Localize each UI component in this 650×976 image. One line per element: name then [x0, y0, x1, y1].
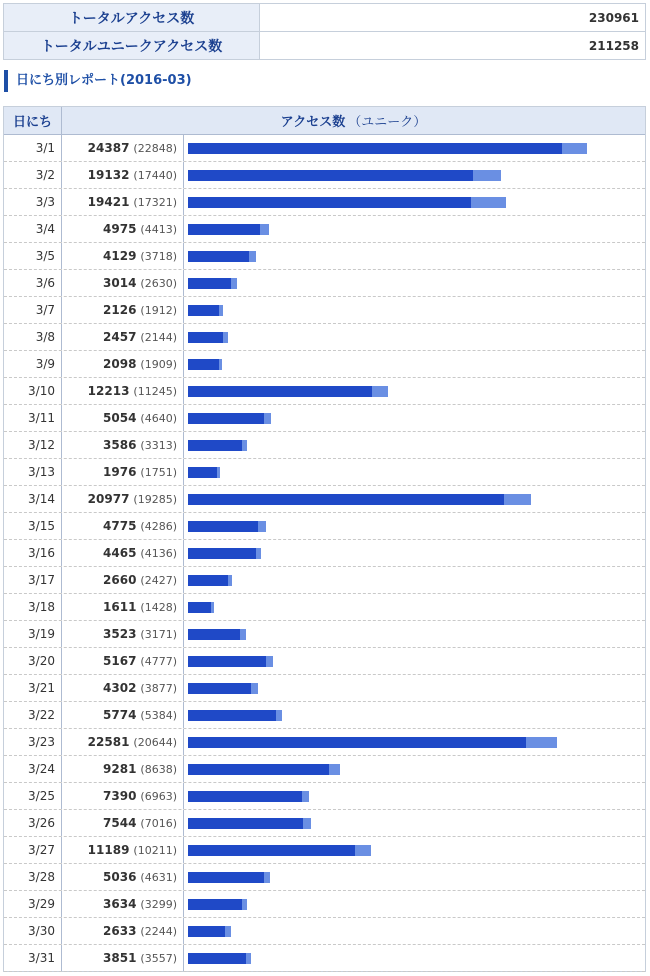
table-row	[4, 918, 645, 945]
unique-access-label: トータルユニークアクセス数	[4, 32, 260, 60]
bar-area	[184, 405, 645, 431]
unique-bar	[188, 899, 242, 910]
unique-count: (17440)	[133, 168, 177, 182]
unique-count: (4136)	[140, 546, 177, 560]
header-unique-label: （ユニーク）	[348, 115, 427, 130]
unique-bar	[188, 386, 372, 397]
unique-count: (7016)	[140, 816, 177, 830]
unique-bar	[188, 683, 251, 694]
table-row	[4, 243, 645, 270]
total-count: 19421	[87, 195, 130, 209]
table-row	[4, 891, 645, 918]
access-counts	[62, 405, 184, 431]
total-count: 4302	[103, 681, 137, 695]
unique-bar	[188, 845, 355, 856]
day-label: 3/6	[4, 270, 62, 296]
unique-bar	[188, 656, 266, 667]
table-row	[4, 864, 645, 891]
day-label: 3/30	[4, 918, 62, 944]
day-label: 3/24	[4, 756, 62, 782]
total-count: 5167	[103, 654, 137, 668]
access-counts	[62, 324, 184, 350]
total-count: 7390	[103, 789, 137, 803]
unique-bar	[188, 440, 242, 451]
day-label: 3/25	[4, 783, 62, 809]
access-counts	[62, 891, 184, 917]
table-row	[4, 216, 645, 243]
bar-area	[184, 135, 645, 161]
day-label: 3/2	[4, 162, 62, 188]
summary-row-total	[4, 4, 646, 32]
bar-area	[184, 162, 645, 188]
total-count: 1976	[103, 465, 137, 479]
unique-count: (1751)	[140, 465, 177, 479]
day-label: 3/18	[4, 594, 62, 620]
total-count: 5036	[103, 870, 137, 884]
total-count: 3523	[103, 627, 137, 641]
bar-area	[184, 810, 645, 836]
access-counts	[62, 594, 184, 620]
access-counts	[62, 783, 184, 809]
table-row	[4, 540, 645, 567]
report-title: 日にち別レポート(2016-03)	[4, 70, 192, 92]
unique-access-value: 211258	[260, 32, 646, 60]
access-counts	[62, 459, 184, 485]
access-counts	[62, 297, 184, 323]
unique-count: (22848)	[133, 141, 177, 155]
access-counts	[62, 945, 184, 971]
total-count: 1611	[103, 600, 137, 614]
day-label: 3/9	[4, 351, 62, 377]
bar-area	[184, 513, 645, 539]
unique-count: (4413)	[140, 222, 177, 236]
table-row	[4, 486, 645, 513]
access-counts	[62, 702, 184, 728]
total-count: 4129	[103, 249, 137, 263]
table-row	[4, 270, 645, 297]
unique-count: (3557)	[140, 951, 177, 965]
unique-bar	[188, 710, 276, 721]
bar-area	[184, 378, 645, 404]
bar-area	[184, 297, 645, 323]
unique-count: (3313)	[140, 438, 177, 452]
bar-area	[184, 459, 645, 485]
day-label: 3/5	[4, 243, 62, 269]
total-count: 4775	[103, 519, 137, 533]
unique-bar	[188, 548, 256, 559]
bar-area	[184, 837, 645, 863]
unique-bar	[188, 764, 329, 775]
bar-area	[184, 621, 645, 647]
total-access-value: 230961	[260, 4, 646, 32]
unique-count: (5384)	[140, 708, 177, 722]
total-count: 3634	[103, 897, 137, 911]
report-header	[4, 107, 645, 135]
unique-count: (3171)	[140, 627, 177, 641]
access-counts	[62, 189, 184, 215]
day-label: 3/26	[4, 810, 62, 836]
table-row	[4, 621, 645, 648]
unique-count: (2427)	[140, 573, 177, 587]
unique-bar	[188, 737, 526, 748]
table-row	[4, 594, 645, 621]
day-label: 3/12	[4, 432, 62, 458]
table-row	[4, 837, 645, 864]
unique-count: (4640)	[140, 411, 177, 425]
table-row	[4, 378, 645, 405]
table-row	[4, 189, 645, 216]
unique-count: (1428)	[140, 600, 177, 614]
access-counts	[62, 540, 184, 566]
access-counts	[62, 756, 184, 782]
access-counts	[62, 837, 184, 863]
unique-bar	[188, 467, 217, 478]
access-counts	[62, 216, 184, 242]
day-label: 3/11	[4, 405, 62, 431]
table-row	[4, 702, 645, 729]
unique-bar	[188, 953, 246, 964]
header-access	[62, 107, 645, 134]
unique-count: (17321)	[133, 195, 177, 209]
table-row	[4, 729, 645, 756]
day-label: 3/14	[4, 486, 62, 512]
total-count: 7544	[103, 816, 137, 830]
access-counts	[62, 648, 184, 674]
summary-table	[3, 3, 646, 60]
table-row	[4, 135, 645, 162]
total-count: 5054	[103, 411, 137, 425]
total-count: 5774	[103, 708, 137, 722]
unique-count: (1909)	[140, 357, 177, 371]
table-row	[4, 459, 645, 486]
unique-bar	[188, 629, 240, 640]
table-row	[4, 351, 645, 378]
day-label: 3/10	[4, 378, 62, 404]
bar-area	[184, 729, 645, 755]
bar-area	[184, 945, 645, 971]
total-count: 2098	[103, 357, 137, 371]
access-counts	[62, 621, 184, 647]
unique-count: (3299)	[140, 897, 177, 911]
unique-count: (4631)	[140, 870, 177, 884]
unique-bar	[188, 251, 249, 262]
unique-count: (4286)	[140, 519, 177, 533]
day-label: 3/27	[4, 837, 62, 863]
bar-area	[184, 486, 645, 512]
bar-area	[184, 918, 645, 944]
day-label: 3/31	[4, 945, 62, 971]
unique-bar	[188, 170, 473, 181]
unique-count: (2244)	[140, 924, 177, 938]
access-counts	[62, 810, 184, 836]
day-label: 3/29	[4, 891, 62, 917]
total-count: 9281	[103, 762, 137, 776]
bar-area	[184, 324, 645, 350]
bar-area	[184, 567, 645, 593]
summary-row-unique	[4, 32, 646, 60]
day-label: 3/3	[4, 189, 62, 215]
unique-count: (2144)	[140, 330, 177, 344]
table-row	[4, 432, 645, 459]
bar-area	[184, 270, 645, 296]
bar-area	[184, 864, 645, 890]
day-label: 3/19	[4, 621, 62, 647]
total-count: 19132	[87, 168, 130, 182]
unique-count: (20644)	[133, 735, 177, 749]
access-counts	[62, 729, 184, 755]
bar-area	[184, 243, 645, 269]
unique-bar	[188, 224, 260, 235]
unique-bar	[188, 197, 471, 208]
table-row	[4, 648, 645, 675]
access-counts	[62, 567, 184, 593]
access-counts	[62, 675, 184, 701]
unique-bar	[188, 575, 228, 586]
bar-area	[184, 702, 645, 728]
unique-count: (10211)	[133, 843, 177, 857]
total-count: 2660	[103, 573, 137, 587]
unique-bar	[188, 359, 219, 370]
daily-report-chart	[3, 106, 646, 972]
total-access-label: トータルアクセス数	[4, 4, 260, 32]
unique-bar	[188, 494, 504, 505]
bar-area	[184, 432, 645, 458]
day-label: 3/20	[4, 648, 62, 674]
unique-count: (3718)	[140, 249, 177, 263]
total-count: 3851	[103, 951, 137, 965]
unique-bar	[188, 602, 211, 613]
unique-bar	[188, 521, 258, 532]
access-counts	[62, 864, 184, 890]
table-row	[4, 567, 645, 594]
access-counts	[62, 351, 184, 377]
unique-count: (19285)	[133, 492, 177, 506]
unique-bar	[188, 791, 302, 802]
unique-bar	[188, 278, 231, 289]
day-label: 3/21	[4, 675, 62, 701]
table-row	[4, 297, 645, 324]
unique-bar	[188, 305, 219, 316]
access-counts	[62, 162, 184, 188]
unique-count: (8638)	[140, 762, 177, 776]
table-row	[4, 945, 645, 972]
table-row	[4, 756, 645, 783]
bar-area	[184, 540, 645, 566]
table-row	[4, 783, 645, 810]
bar-area	[184, 216, 645, 242]
bar-area	[184, 189, 645, 215]
total-count: 24387	[87, 141, 130, 155]
day-label: 3/28	[4, 864, 62, 890]
unique-bar	[188, 413, 264, 424]
total-count: 20977	[87, 492, 130, 506]
table-row	[4, 162, 645, 189]
total-count: 11189	[87, 843, 130, 857]
report-rows	[4, 135, 645, 972]
total-count: 4975	[103, 222, 137, 236]
header-day: 日にち	[4, 107, 62, 134]
day-label: 3/17	[4, 567, 62, 593]
table-row	[4, 405, 645, 432]
day-label: 3/16	[4, 540, 62, 566]
access-counts	[62, 918, 184, 944]
table-row	[4, 513, 645, 540]
bar-area	[184, 675, 645, 701]
table-row	[4, 324, 645, 351]
access-counts	[62, 486, 184, 512]
total-count: 4465	[103, 546, 137, 560]
day-label: 3/22	[4, 702, 62, 728]
access-counts	[62, 513, 184, 539]
header-access-label: アクセス数	[280, 115, 346, 130]
unique-bar	[188, 818, 303, 829]
unique-bar	[188, 872, 264, 883]
access-counts	[62, 270, 184, 296]
day-label: 3/4	[4, 216, 62, 242]
bar-area	[184, 648, 645, 674]
total-count: 2457	[103, 330, 137, 344]
bar-area	[184, 351, 645, 377]
unique-count: (3877)	[140, 681, 177, 695]
bar-area	[184, 891, 645, 917]
day-label: 3/13	[4, 459, 62, 485]
total-count: 3014	[103, 276, 137, 290]
total-count: 2633	[103, 924, 137, 938]
access-counts	[62, 378, 184, 404]
day-label: 3/15	[4, 513, 62, 539]
access-counts	[62, 432, 184, 458]
bar-area	[184, 756, 645, 782]
table-row	[4, 675, 645, 702]
total-count: 12213	[87, 384, 130, 398]
bar-area	[184, 783, 645, 809]
access-counts	[62, 243, 184, 269]
total-count: 3586	[103, 438, 137, 452]
unique-count: (11245)	[133, 384, 177, 398]
unique-count: (6963)	[140, 789, 177, 803]
day-label: 3/23	[4, 729, 62, 755]
total-count: 2126	[103, 303, 137, 317]
unique-count: (1912)	[140, 303, 177, 317]
day-label: 3/7	[4, 297, 62, 323]
table-row	[4, 810, 645, 837]
day-label: 3/8	[4, 324, 62, 350]
unique-bar	[188, 926, 225, 937]
unique-bar	[188, 143, 562, 154]
total-count: 22581	[87, 735, 130, 749]
access-counts	[62, 135, 184, 161]
unique-count: (4777)	[140, 654, 177, 668]
unique-count: (2630)	[140, 276, 177, 290]
day-label: 3/1	[4, 135, 62, 161]
unique-bar	[188, 332, 223, 343]
bar-area	[184, 594, 645, 620]
